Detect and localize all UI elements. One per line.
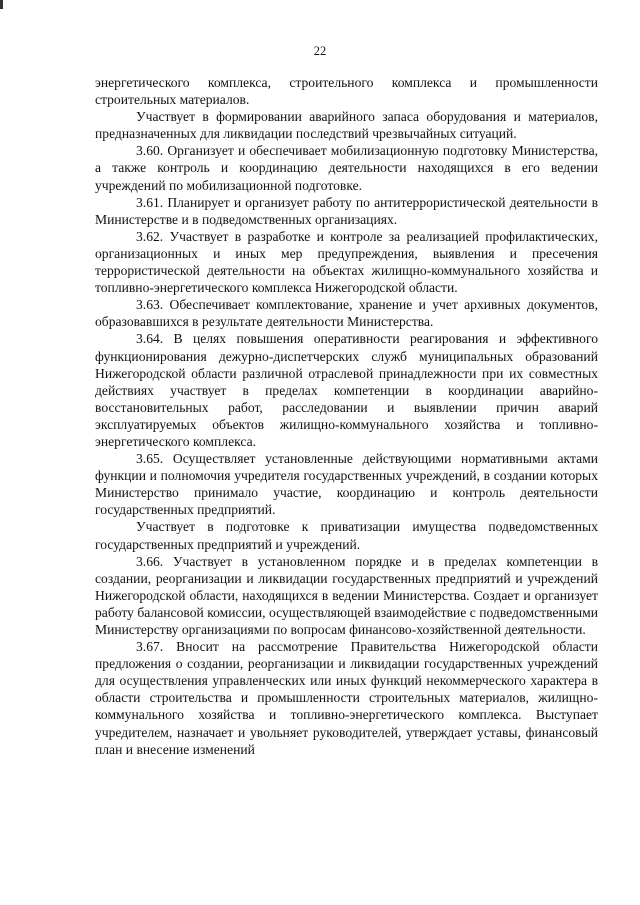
page-number: 22 (313, 44, 327, 58)
paragraph-3-66: 3.66. Участвует в установленном порядке и в пределах компетенции в создании, реорганизации и ликвидации государственных предприятий и учреждений Нижегородской области, находящихся в ведении Министерства. Создает и организует работу балансовой комиссии, осуществляющей взаимодействие с подведомственными Министерству организациями по вопросам финансово-хозяйственной деятельности. (95, 553, 598, 637)
document-body (95, 74, 598, 758)
paragraph-3-65: 3.65. Осуществляет установленные действующими нормативными актами функции и полномочия учредителя государственных учреждений, в создании которых Министерство принимало участие, координацию и контроль деятельности государственных предприятий. (95, 451, 598, 518)
paragraph-privatization: Участвует в подготовке к приватизации имущества подведомственных государственных предприятий и учреждений. (95, 519, 598, 552)
paragraph-continuation: энергетического комплекса, строительного комплекса и промышленности строительных материалов. (95, 75, 598, 108)
paragraph-3-61: 3.61. Планирует и организует работу по антитеррористической деятельности в Министерстве и в подведомственных организациях. (95, 194, 598, 227)
paragraph-3-60: 3.60. Организует и обеспечивает мобилизационную подготовку Министерства, а также контроль и координацию деятельности находящихся в его ведении учреждений по мобилизационной подготовке. (95, 143, 598, 193)
paragraph-3-63: 3.63. Обеспечивает комплектование, хранение и учет архивных документов, образовавшихся в результате деятельности Министерства. (95, 297, 598, 330)
scan-mark (0, 0, 3, 9)
paragraph-3-64: 3.64. В целях повышения оперативности реагирования и эффективного функционирования дежурно-диспетчерских служб муниципальных образований Нижегородской области различной отраслевой принадлежности при их совместных действиях участвует в пределах компетенции в координации аварийно-восстановительных работ, расследовании и выявлении причин аварий эксплуатируемых объектов жилищно-коммунального хозяйства и топливно-энергетического комплекса. (95, 331, 598, 449)
paragraph-reserve-stock: Участвует в формировании аварийного запаса оборудования и материалов, предназначенных для ликвидации последствий чрезвычайных ситуаций. (95, 109, 598, 142)
paragraph-3-67: 3.67. Вносит на рассмотрение Правительства Нижегородской области предложения о создании, реорганизации и ликвидации государственных учреждений для осуществления управленческих или иных функций некоммерческого характера в области строительства и промышленности строительных материалов, жилищно-коммунального хозяйства и топливно-энергетического комплекса. Выступает учредителем, назначает и увольняет руководителей, утверждает уставы, финансовый план и внесение изменений (95, 639, 598, 757)
paragraph-3-62: 3.62. Участвует в разработке и контроле за реализацией профилактических, организационных и иных мер предупреждения, выявления и пресечения террористической деятельности на объектах жилищно-коммунального хозяйства и топливно-энергетического комплекса Нижегородской области. (95, 228, 598, 296)
